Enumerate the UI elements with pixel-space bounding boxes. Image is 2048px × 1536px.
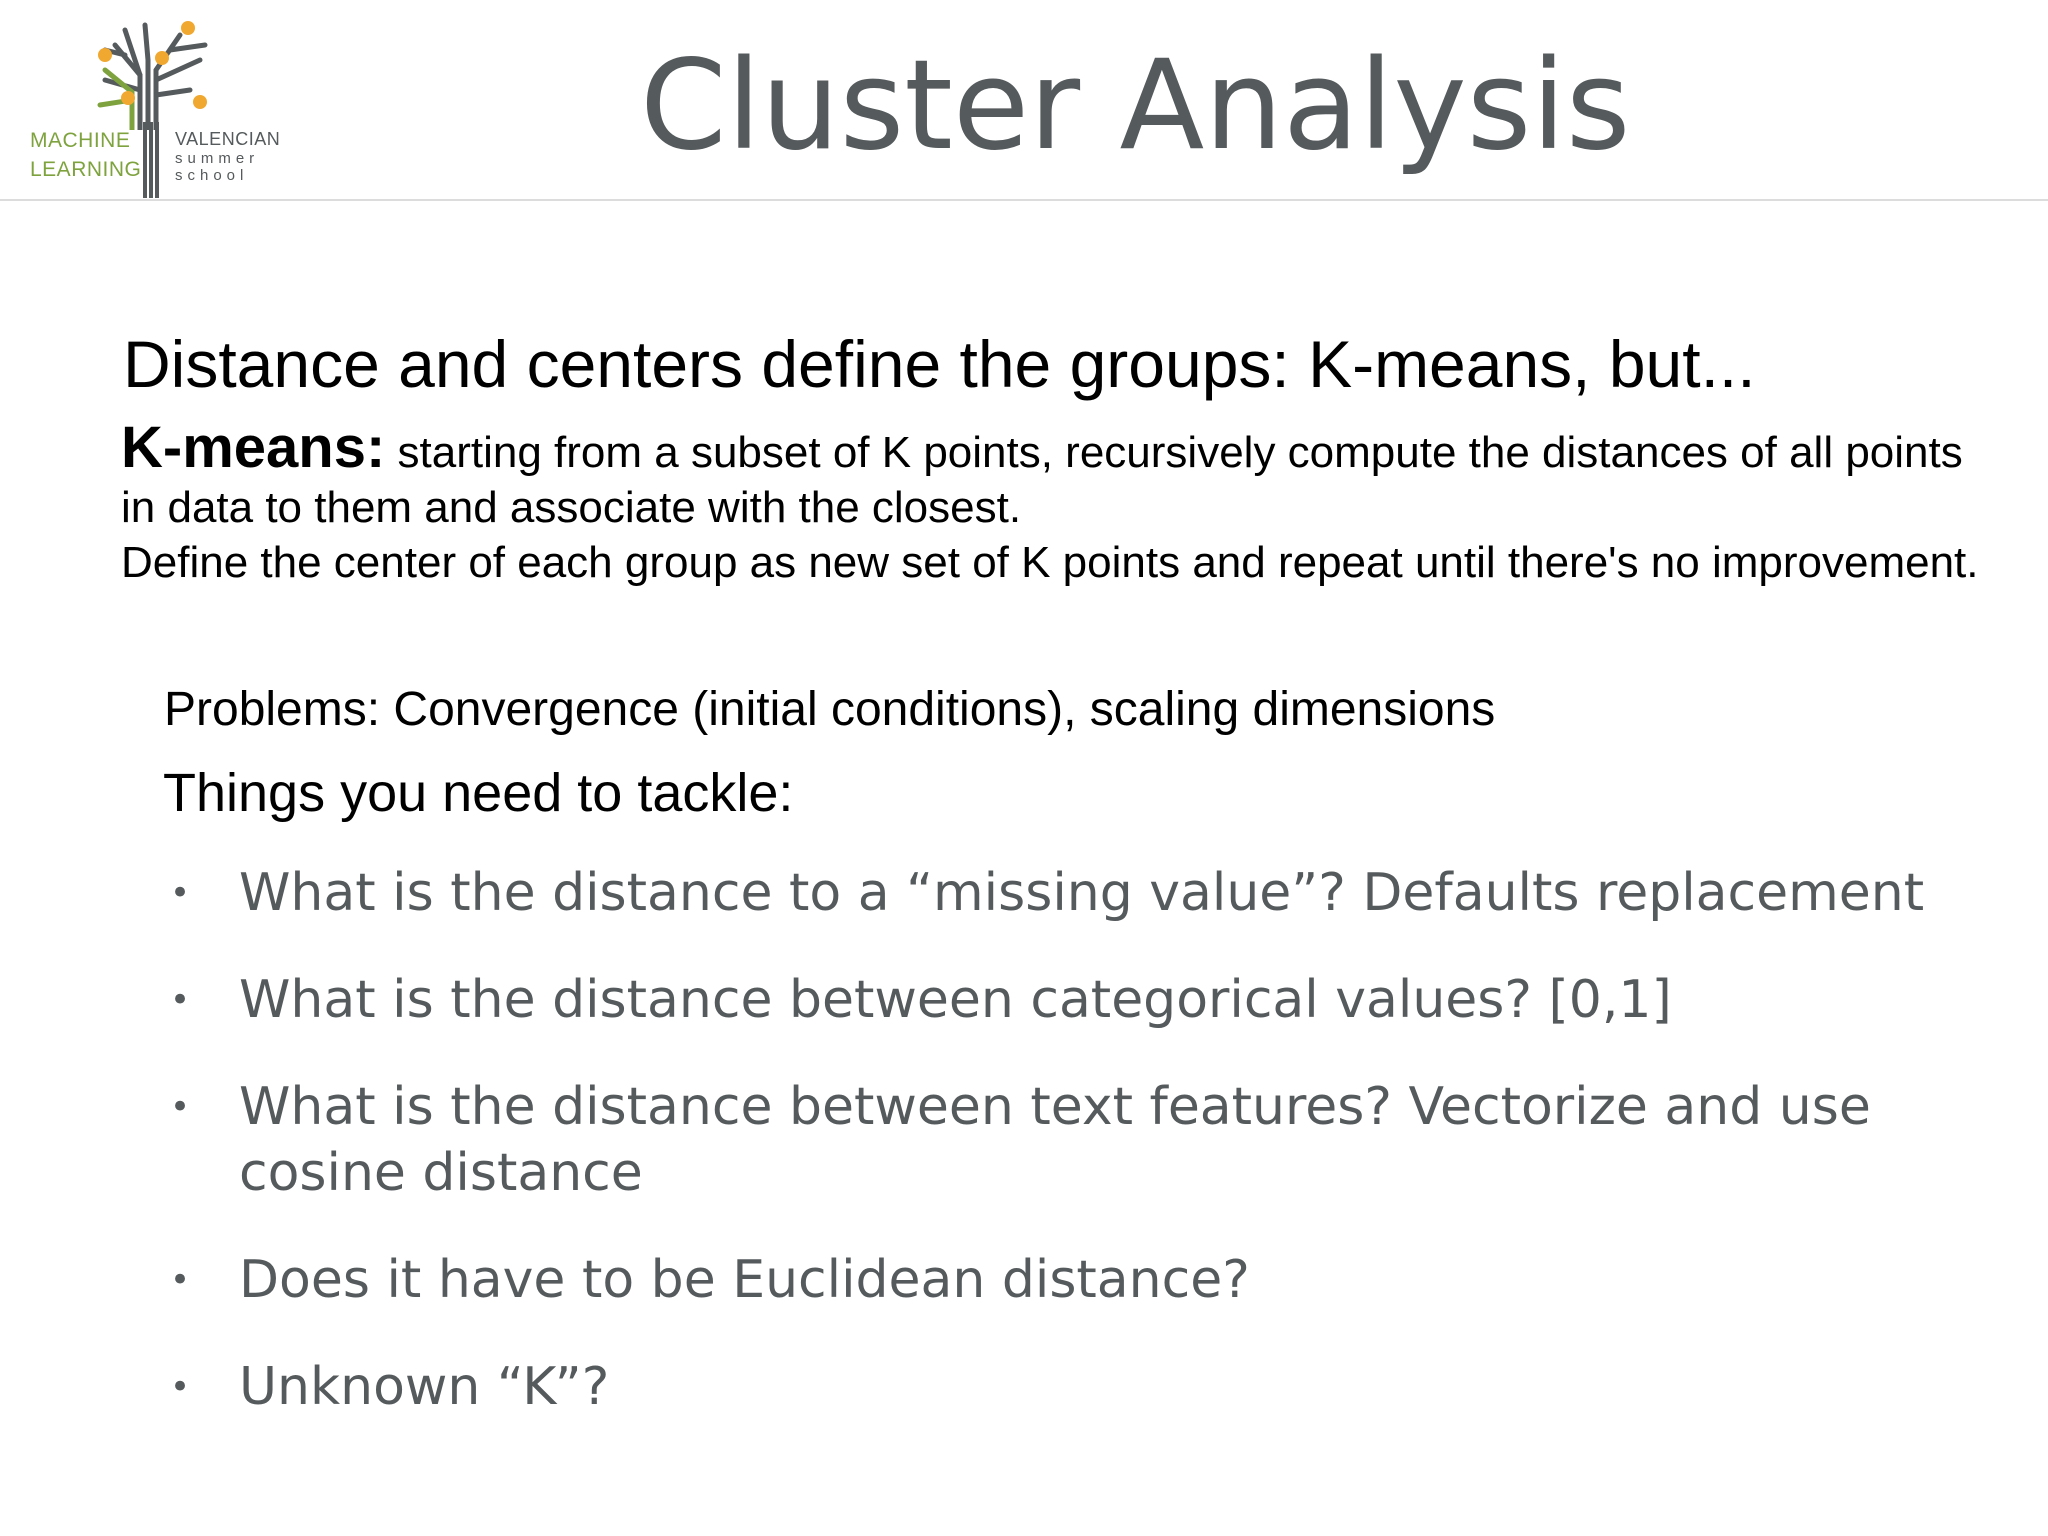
- list-item: [164, 860, 2004, 926]
- tackle-heading: Things you need to tackle:: [163, 763, 794, 823]
- bullet-text: What is the distance to a “missing value”? Defaults replacement: [239, 863, 1925, 923]
- problems-text: Problems: Convergence (initial conditions), scaling dimensions: [164, 683, 1496, 736]
- list-item: [164, 1247, 2004, 1313]
- bullet-icon: •: [170, 1087, 191, 1127]
- logo: [30, 20, 290, 185]
- bullet-text: Does it have to be Euclidean distance?: [239, 1250, 1250, 1310]
- list-item: [164, 1074, 2004, 1206]
- slide-title: Cluster Analysis: [640, 34, 1631, 178]
- bullet-text: Unknown “K”?: [239, 1357, 610, 1417]
- bullet-icon: •: [170, 980, 191, 1020]
- bullet-icon: •: [170, 873, 191, 913]
- header-divider: [0, 199, 2048, 201]
- bullet-icon: •: [170, 1260, 191, 1300]
- logo-valencian-summer-school: VALENCIAN summer school: [175, 129, 281, 184]
- bullet-text: What is the distance between categorical values? [0,1]: [239, 970, 1672, 1030]
- tree-logo-icon: [70, 20, 270, 130]
- list-item: [164, 967, 2004, 1033]
- bullet-text: What is the distance between text features? Vectorize and use cosine distance: [239, 1077, 1871, 1203]
- kmeans-text: starting from a subset of K points, recursively compute the distances of all points in data to them and associate with the closest.: [121, 428, 1963, 532]
- kmeans-paragraph: [121, 415, 1981, 590]
- bullet-list: [164, 860, 2004, 1461]
- kmeans-label: K-means:: [121, 415, 386, 480]
- slide-subtitle: Distance and centers define the groups: K-means, but...: [123, 327, 1756, 401]
- bullet-icon: •: [170, 1367, 191, 1407]
- logo-machine-learning: MACHINE LEARNING: [30, 129, 142, 181]
- list-item: [164, 1354, 2004, 1420]
- logo-divider: [143, 122, 158, 198]
- kmeans-text-2: Define the center of each group as new set of K points and repeat until there's no improvement.: [121, 538, 1979, 587]
